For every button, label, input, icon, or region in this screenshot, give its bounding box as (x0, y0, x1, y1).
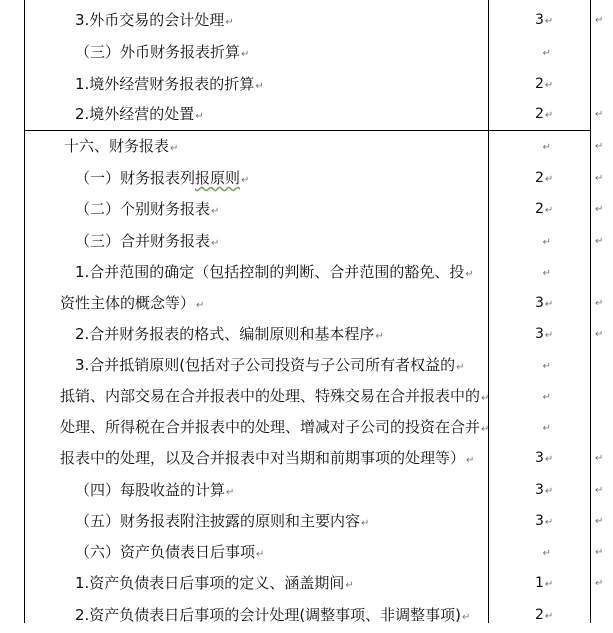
row-text-part: 2.合并财务报表的格式、编制原则和基本程序 (75, 325, 375, 343)
paragraph-mark-icon: ↵ (542, 392, 551, 403)
paragraph-mark-icon: ↵ (170, 143, 179, 154)
row-end-mark-icon: ↵ (595, 236, 604, 247)
row-text-part: 3.外币交易的会计处理 (75, 11, 225, 29)
row-end-mark-icon: ↵ (595, 329, 604, 340)
table-row (0, 69, 613, 100)
row-text (64, 131, 178, 162)
table-row (0, 475, 613, 506)
paragraph-mark-icon: ↵ (241, 175, 250, 186)
paragraph-mark-icon: ↵ (544, 486, 554, 497)
row-end-mark-icon: ↵ (595, 109, 604, 120)
paragraph-mark-icon: ↵ (544, 611, 554, 622)
row-text-part: 2.资产负债表日后事项的会计处理(调整事项、非调整事项) (75, 606, 462, 624)
table-row (0, 506, 613, 537)
row-text (75, 69, 264, 100)
paragraph-mark-icon: ↵ (211, 238, 220, 249)
row-text-part: 十六、财务报表 (64, 137, 170, 155)
paragraph-mark-icon: ↵ (481, 424, 490, 435)
paragraph-mark-icon: ↵ (542, 237, 551, 248)
table-row (0, 568, 613, 599)
row-text-part: （六）资产负债表日后事项 (75, 543, 256, 561)
paragraph-mark-icon: ↵ (195, 111, 204, 122)
row-text (75, 475, 234, 506)
row-text (75, 194, 219, 225)
table-row (0, 37, 613, 68)
row-text (75, 37, 249, 68)
paragraph-mark-icon: ↵ (462, 612, 471, 623)
row-hours (535, 350, 551, 381)
paragraph-mark-icon: ↵ (544, 205, 554, 216)
row-hours: 2↵ (535, 170, 554, 186)
row-end-mark-icon: ↵ (595, 204, 604, 215)
row-hours (535, 131, 551, 162)
row-text (75, 568, 354, 599)
paragraph-mark-icon: ↵ (544, 174, 554, 185)
paragraph-mark-icon: ↵ (241, 49, 250, 60)
paragraph-mark-icon: ↵ (542, 142, 551, 153)
row-text-part: （三）外币财务报表折算 (75, 43, 241, 61)
table-row (0, 600, 613, 631)
row-hours: 3↵ (535, 295, 554, 311)
row-hours (535, 226, 551, 257)
table-row (0, 412, 613, 443)
row-end-mark-icon: ↵ (595, 516, 604, 527)
table-row (0, 443, 613, 474)
paragraph-mark-icon: ↵ (544, 16, 554, 27)
row-hours: 2↵ (535, 76, 554, 92)
row-text (75, 319, 384, 350)
row-text (60, 443, 474, 474)
row-end-mark-icon: ↵ (595, 141, 604, 152)
row-end-mark-icon: ↵ (595, 173, 604, 184)
paragraph-mark-icon: ↵ (196, 300, 205, 311)
table-row (0, 226, 613, 257)
paragraph-mark-icon: ↵ (481, 393, 490, 404)
row-text (75, 163, 249, 194)
row-text-part: （五）财务报表附注披露的原则和主要内容 (75, 512, 361, 530)
row-text-part: 2.境外经营的处置 (75, 105, 195, 123)
row-end-mark-icon: ↵ (595, 547, 604, 558)
row-text (75, 506, 369, 537)
row-text-part: 资性主体的概念等） (60, 294, 196, 312)
row-text-part: （二）个别财务报表 (75, 200, 211, 218)
paragraph-mark-icon: ↵ (226, 487, 235, 498)
paragraph-mark-icon: ↵ (256, 549, 265, 560)
row-hours: 3↵ (535, 450, 554, 466)
table-row (0, 257, 613, 288)
row-text-part: （四）每股收益的计算 (75, 481, 226, 499)
paragraph-mark-icon: ↵ (466, 455, 475, 466)
paragraph-mark-icon: ↵ (544, 299, 554, 310)
row-text (75, 350, 465, 381)
table-row (0, 350, 613, 381)
paragraph-mark-icon: ↵ (542, 423, 551, 434)
row-end-mark-icon: ↵ (595, 298, 604, 309)
row-hours (535, 381, 551, 412)
row-text (60, 381, 489, 412)
row-text-part: 报表中的处理，以及合并报表中对当期和前期事项的处理等） (60, 449, 466, 467)
row-text-part: 处理、所得税在合并报表中的处理、增减对子公司的投资在合并 (60, 418, 481, 436)
row-text (75, 257, 474, 288)
table-row (0, 194, 613, 225)
row-end-mark-icon: ↵ (595, 453, 604, 464)
row-hours (535, 537, 551, 568)
row-hours: 2↵ (535, 201, 554, 217)
row-text-part: 抵销、内部交易在合并报表中的处理、特殊交易在合并报表中的 (60, 387, 481, 405)
paragraph-mark-icon: ↵ (211, 206, 220, 217)
table-row (0, 381, 613, 412)
row-text-part: （三）合并财务报表 (75, 232, 211, 250)
row-hours: 1↵ (535, 575, 554, 591)
table-row (0, 99, 613, 130)
paragraph-mark-icon: ↵ (544, 454, 554, 465)
paragraph-mark-icon: ↵ (542, 361, 551, 372)
row-text (75, 99, 204, 130)
table-row (0, 131, 613, 162)
table-row (0, 537, 613, 568)
row-hours (535, 257, 551, 288)
paragraph-mark-icon: ↵ (544, 517, 554, 528)
paragraph-mark-icon: ↵ (225, 17, 234, 28)
paragraph-mark-icon: ↵ (544, 579, 554, 590)
row-hours (535, 37, 551, 68)
row-text-part: 1.境外经营财务报表的折算 (75, 75, 255, 93)
paragraph-mark-icon: ↵ (542, 48, 551, 59)
row-hours: 3↵ (535, 326, 554, 342)
row-text-part: 1.合并范围的确定（包括控制的判断、合并范围的豁免、投 (75, 263, 465, 281)
paragraph-mark-icon: ↵ (544, 110, 554, 121)
row-text-part: （一）财务报表列 (75, 169, 196, 187)
table-row (0, 319, 613, 350)
row-hours (535, 412, 551, 443)
row-text (75, 600, 470, 631)
row-hours: 3↵ (535, 482, 554, 498)
row-text-part: 1.资产负债表日后事项的定义、涵盖期间 (75, 574, 345, 592)
paragraph-mark-icon: ↵ (255, 81, 264, 92)
table-row (0, 288, 613, 319)
row-end-mark-icon: ↵ (595, 485, 604, 496)
paragraph-mark-icon: ↵ (465, 269, 474, 280)
spellcheck-underlined-text: 报原则 (195, 169, 241, 187)
paragraph-mark-icon: ↵ (544, 80, 554, 91)
table-row (0, 163, 613, 194)
row-hours: 2↵ (535, 607, 554, 623)
paragraph-mark-icon: ↵ (375, 331, 384, 342)
paragraph-mark-icon: ↵ (542, 548, 551, 559)
row-text (60, 412, 489, 443)
row-text-part: 3.合并抵销原则(包括对子公司投资与子公司所有者权益的 (75, 356, 456, 374)
paragraph-mark-icon: ↵ (361, 518, 370, 529)
table-row (0, 5, 613, 36)
row-hours: 3↵ (535, 513, 554, 529)
row-text (75, 537, 264, 568)
paragraph-mark-icon: ↵ (544, 330, 554, 341)
row-text (75, 5, 234, 36)
row-end-mark-icon: ↵ (595, 578, 604, 589)
row-text (75, 226, 219, 257)
row-hours: 3↵ (535, 12, 554, 28)
row-text (60, 288, 204, 319)
paragraph-mark-icon: ↵ (456, 362, 465, 373)
paragraph-mark-icon: ↵ (542, 268, 551, 279)
row-hours: 2↵ (535, 106, 554, 122)
paragraph-mark-icon: ↵ (345, 580, 354, 591)
row-end-mark-icon: ↵ (595, 15, 604, 26)
